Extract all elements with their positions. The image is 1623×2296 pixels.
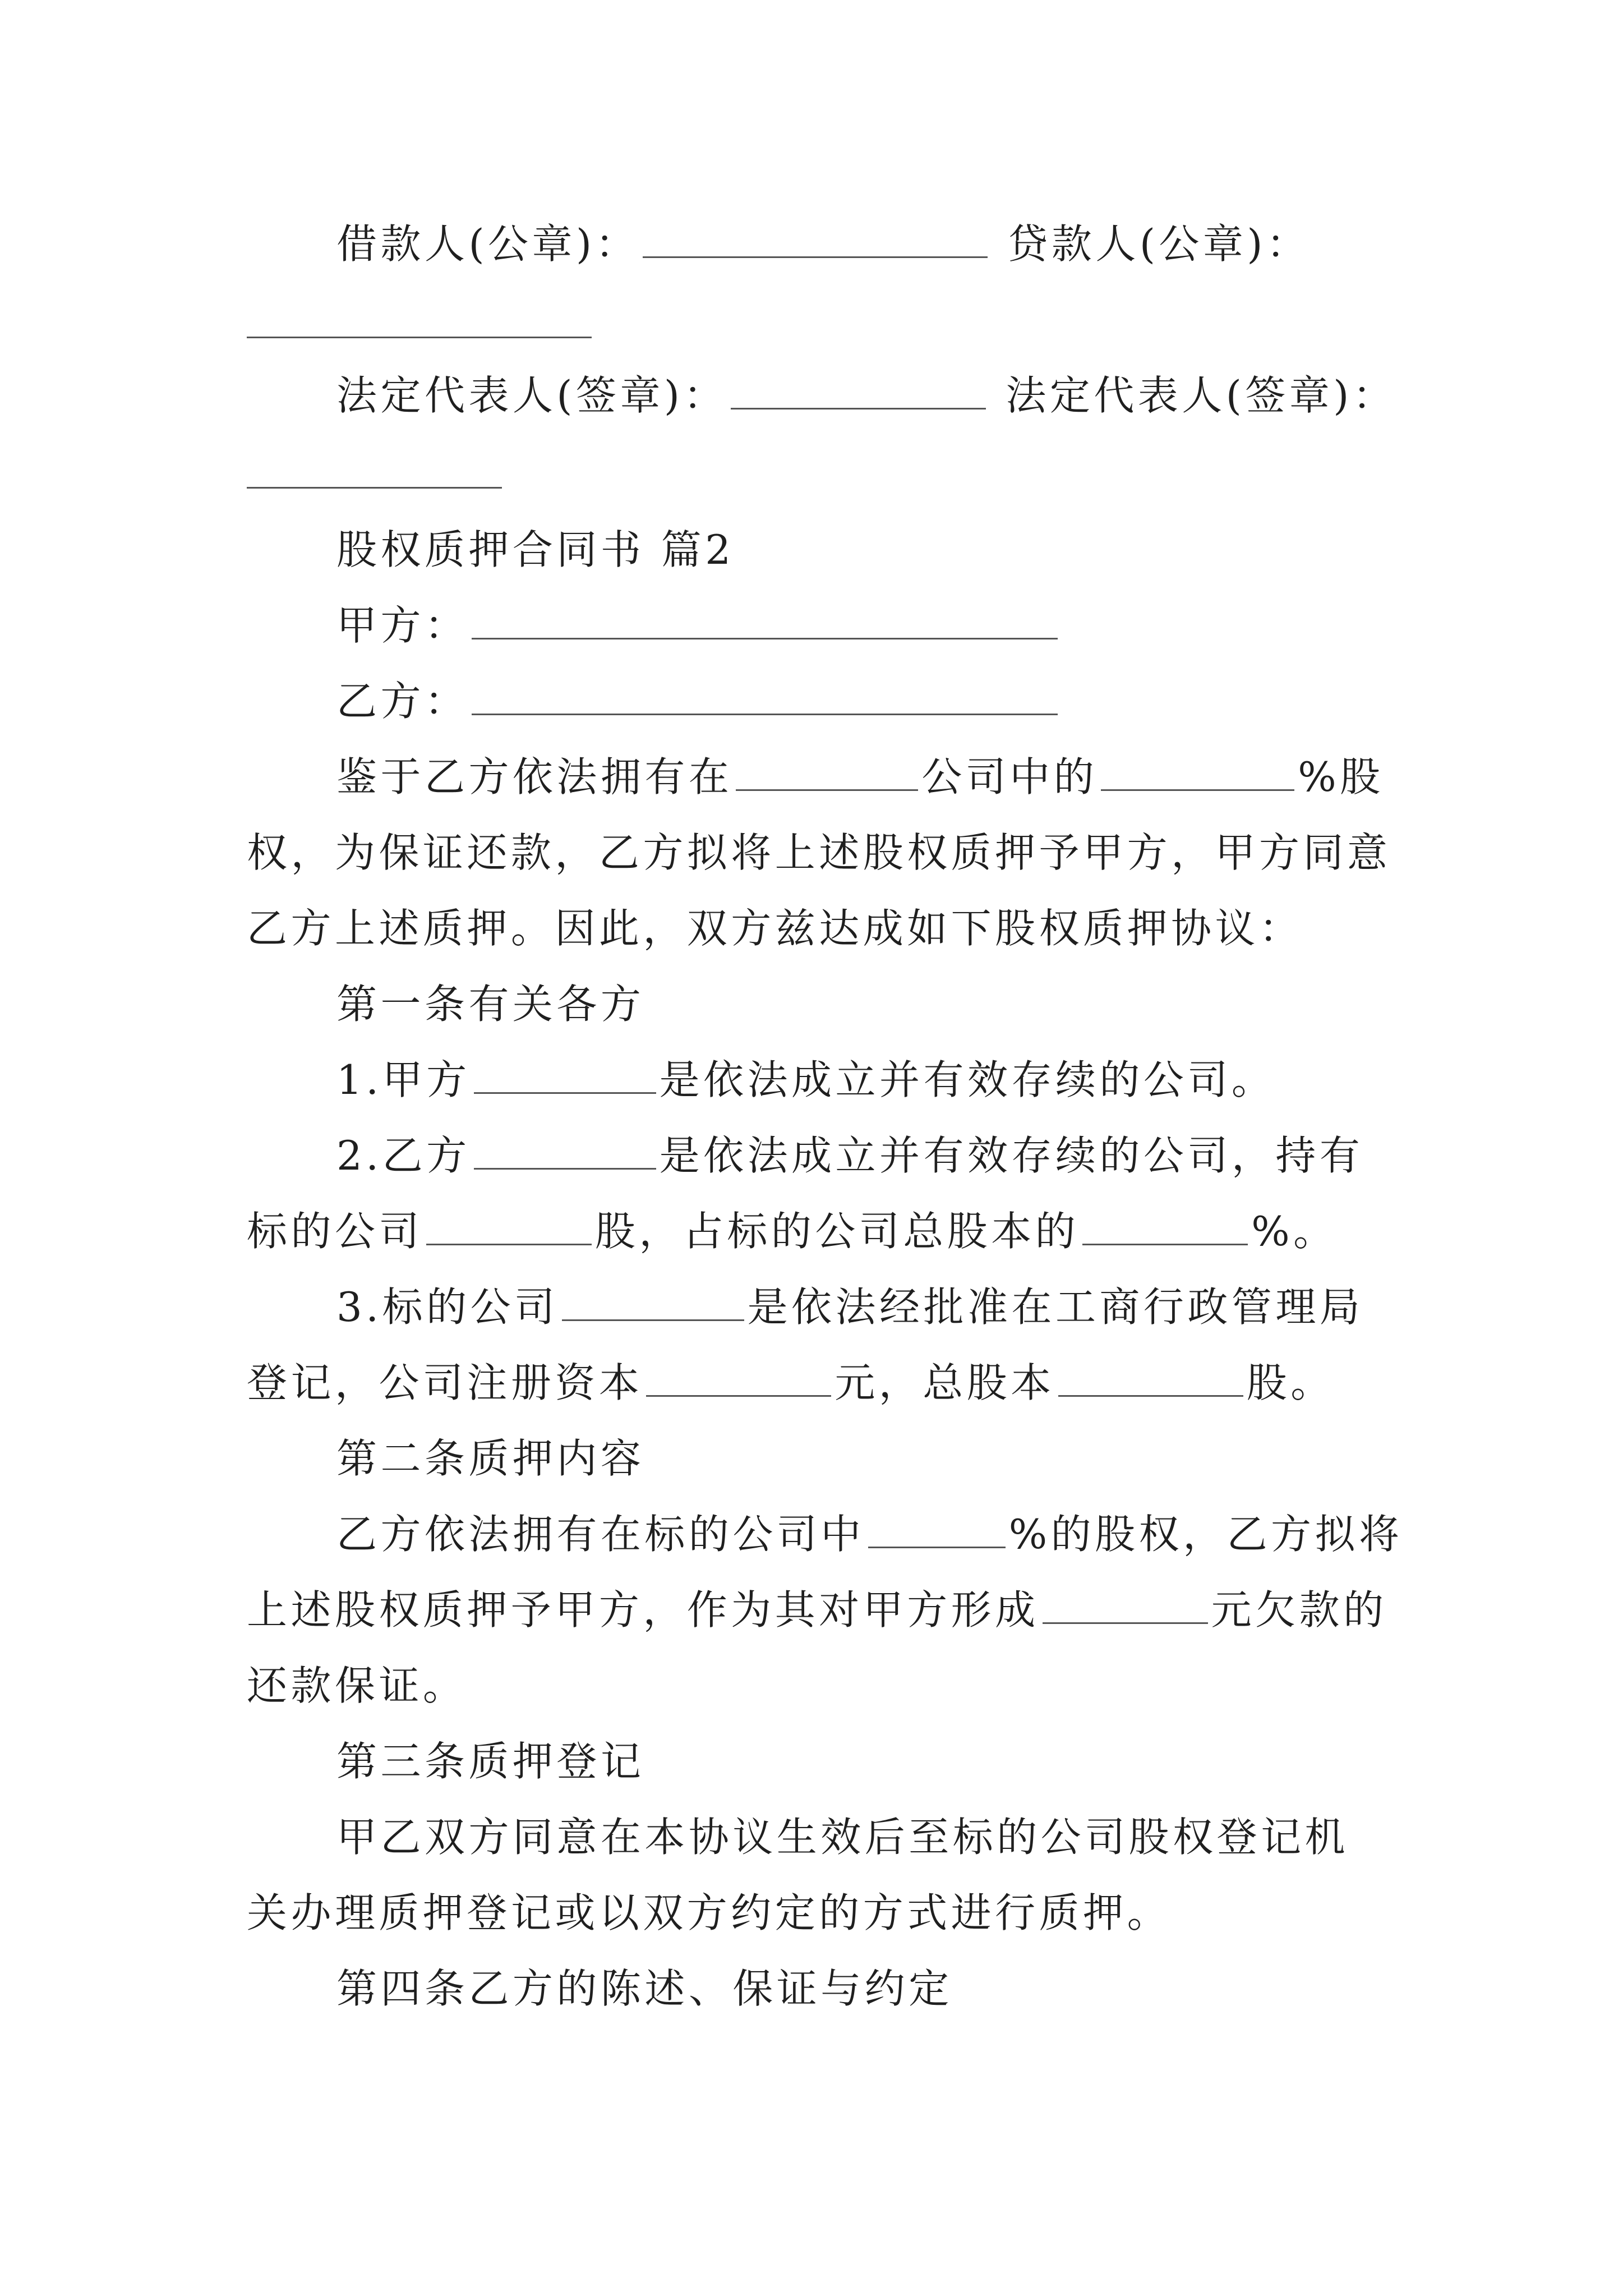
article-2-line-3: 还款保证。 [247, 1662, 467, 1709]
article-1-item-2 [336, 1128, 1363, 1184]
article-3-line-2: 关办理质押登记或以双方约定的方式进行质押。 [247, 1889, 1172, 1936]
article-text: %的股权，乙方拟将 [1008, 1511, 1403, 1558]
item-text: 元，总股本 [834, 1359, 1055, 1406]
debt-amount-blank[interactable] [1043, 1588, 1208, 1624]
article-4-title: 第四条乙方的陈述、保证与约定 [336, 1965, 953, 2012]
legal-rep-blank-1[interactable] [731, 373, 986, 409]
item-text: 登记，公司注册资本 [247, 1359, 643, 1406]
article-3-title: 第三条质押登记 [336, 1738, 645, 1785]
item-text: 股。 [1246, 1359, 1335, 1406]
party-b-name-blank[interactable] [474, 1133, 656, 1170]
preamble-text: 公司中的 [921, 753, 1098, 800]
borrower-seal-label: 借款人(公章)： [336, 220, 640, 268]
article-1-item-3-cont [247, 1355, 1335, 1411]
signature-line-1 [336, 216, 1310, 272]
total-shares-blank[interactable] [1058, 1360, 1243, 1397]
party-b-label: 乙方： [336, 678, 469, 725]
article-1-item-2-cont [247, 1203, 1338, 1259]
signature-line-2 [336, 367, 1396, 424]
article-text: 元欠款的 [1211, 1586, 1387, 1634]
preamble-text: 鉴于乙方依法拥有在 [336, 753, 733, 800]
company-blank[interactable] [736, 754, 918, 791]
shares-blank[interactable] [426, 1209, 592, 1245]
item-text: 1.甲方 [336, 1056, 471, 1103]
share-percent-blank[interactable] [1082, 1209, 1248, 1245]
party-a-name-blank[interactable] [474, 1057, 656, 1094]
article-1-item-3 [336, 1279, 1363, 1335]
article-text: 上述股权质押予甲方，作为其对甲方形成 [247, 1586, 1039, 1634]
item-text: 2.乙方 [336, 1132, 471, 1179]
target-company-blank[interactable] [562, 1285, 744, 1321]
item-text: 是依法经批准在工商行政管理局 [747, 1283, 1364, 1331]
lender-seal-label: 贷款人(公章)： [1007, 220, 1311, 268]
article-2-line-1 [336, 1506, 1403, 1562]
registered-capital-blank[interactable] [646, 1360, 831, 1397]
section-title: 股权质押合同书 篇2 [336, 526, 735, 573]
item-text: 是依法成立并有效存续的公司。 [659, 1056, 1276, 1103]
article-text: 乙方依法拥有在标的公司中 [336, 1511, 865, 1558]
preamble-line-1 [336, 749, 1384, 805]
borrower-seal-blank[interactable] [643, 222, 988, 258]
party-b-line [336, 673, 1061, 729]
legal-rep-label-1: 法定代表人(签章)： [336, 372, 727, 419]
article-2-line-2 [247, 1582, 1387, 1638]
article-1-title: 第一条有关各方 [336, 981, 645, 1028]
item-text: 股，占标的公司总股本的 [594, 1208, 1080, 1255]
percent-blank[interactable] [1101, 754, 1294, 791]
item-text: 3.标的公司 [336, 1283, 559, 1331]
party-a-label: 甲方： [336, 602, 469, 649]
party-a-line [336, 597, 1061, 654]
item-text: 是依法成立并有效存续的公司，持有 [659, 1132, 1364, 1179]
preamble-text: %股 [1298, 753, 1384, 800]
lender-seal-blank[interactable] [247, 337, 592, 338]
item-text: %。 [1251, 1208, 1338, 1255]
legal-rep-blank-2[interactable] [247, 487, 502, 489]
party-b-blank[interactable] [472, 679, 1058, 715]
item-text: 标的公司 [247, 1208, 423, 1255]
article-2-title: 第二条质押内容 [336, 1435, 645, 1482]
article-1-item-1 [336, 1052, 1275, 1108]
party-a-blank[interactable] [472, 603, 1058, 639]
pledge-percent-blank[interactable] [868, 1512, 1006, 1548]
legal-rep-label-2: 法定代表人(签章)： [1006, 372, 1397, 419]
preamble-line-3: 乙方上述质押。因此，双方兹达成如下股权质押协议： [247, 905, 1303, 952]
article-3-line-1: 甲乙双方同意在本协议生效后至标的公司股权登记机 [336, 1814, 1349, 1861]
preamble-line-2: 权，为保证还款，乙方拟将上述股权质押予甲方，甲方同意 [247, 829, 1391, 876]
